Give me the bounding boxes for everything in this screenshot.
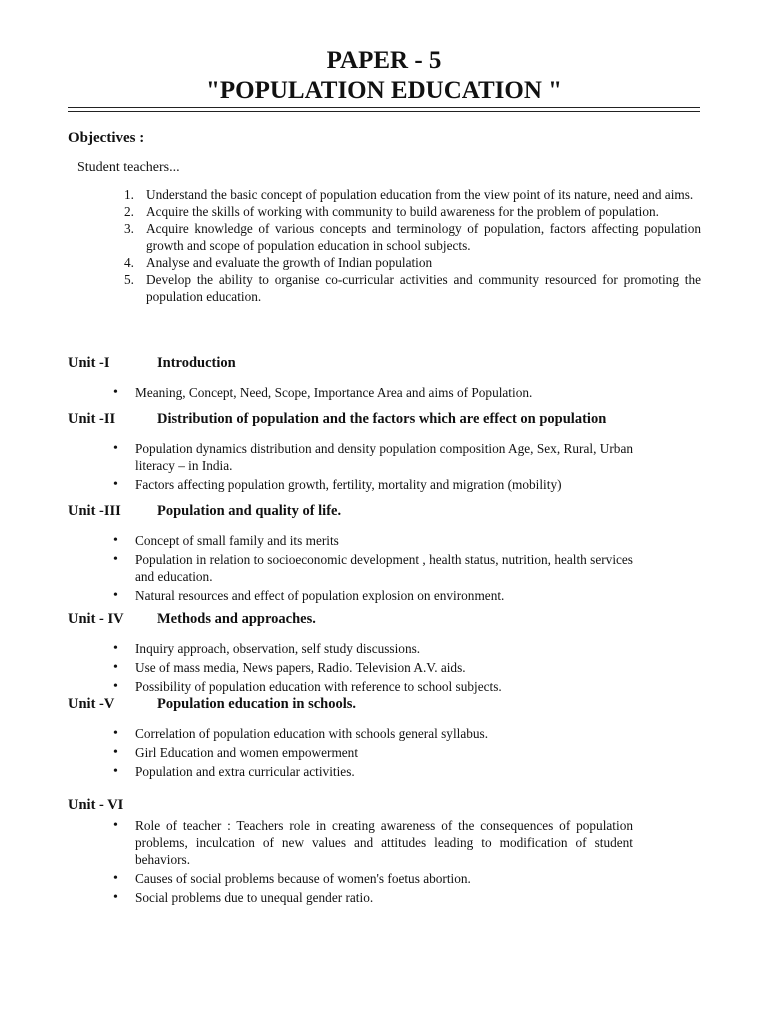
title-divider [68, 107, 700, 112]
list-item: • Meaning, Concept, Need, Scope, Importance Area and aims of Population. [135, 384, 633, 401]
unit-6-points [135, 817, 633, 908]
list-item: • Population and extra curricular activities. [135, 763, 633, 780]
subject-title: "POPULATION EDUCATION " [205, 77, 563, 104]
objective-item: 2. Acquire the skills of working with community to build awareness for the problem of population. [124, 204, 659, 219]
objective-item: 3. Acquire knowledge of various concepts and terminology of population, factors affecting population growth and scope of population education in school subjects. [124, 221, 701, 253]
unit-title: Population education in schools. [157, 696, 357, 712]
unit-3-points [135, 532, 633, 606]
unit-title: Methods and approaches. [157, 611, 316, 627]
paper-title: PAPER - 5 [326, 47, 442, 74]
unit-1-points [135, 384, 633, 403]
unit-label: Unit -III [68, 503, 121, 519]
unit-4-points [135, 640, 633, 697]
unit-title: Distribution of population and the factors which are effect on population [157, 411, 607, 427]
list-item: • Use of mass media, News papers, Radio. Television A.V. aids. [135, 659, 633, 676]
list-item: • Social problems due to unequal gender ratio. [135, 889, 633, 906]
list-item: • Correlation of population education with schools general syllabus. [135, 725, 633, 742]
list-item: • Inquiry approach, observation, self study discussions. [135, 640, 633, 657]
list-item: • Population dynamics distribution and density population composition Age, Sex, Rural, Urban literacy – in India. [135, 440, 633, 474]
objective-item: 1. Understand the basic concept of population education from the view point of its nature, need and aims. [124, 187, 694, 202]
unit-5-points [135, 725, 633, 782]
objectives-heading: Objectives : [68, 130, 145, 146]
unit-title: Population and quality of life. [157, 503, 342, 519]
unit-label: Unit - VI [68, 797, 124, 813]
unit-2-points [135, 440, 633, 495]
list-item: • Population in relation to socioeconomic development , health status, nutrition, health services and education. [135, 551, 633, 585]
list-item: • Girl Education and women empowerment [135, 744, 633, 761]
list-item: • Concept of small family and its merits [135, 532, 633, 549]
unit-label: Unit -I [68, 355, 110, 371]
objectives-intro: Student teachers... [77, 160, 180, 175]
list-item: • Possibility of population education with reference to school subjects. [135, 678, 633, 695]
unit-label: Unit -II [68, 411, 116, 427]
unit-label: Unit -V [68, 696, 115, 712]
list-item: • Role of teacher : Teachers role in creating awareness of the consequences of population problems, inculcation of new values and attitudes leading to modification of student behaviors. [135, 817, 633, 868]
objective-item: 4. Analyse and evaluate the growth of Indian population [124, 255, 433, 270]
list-item: • Causes of social problems because of women's foetus abortion. [135, 870, 633, 887]
list-item: • Factors affecting population growth, fertility, mortality and migration (mobility) [135, 476, 633, 493]
unit-title: Introduction [157, 355, 236, 371]
objectives-list [124, 186, 701, 305]
objective-item: 5. Develop the ability to organise co-curricular activities and community resourced for promoting the population education. [124, 272, 701, 304]
list-item: • Natural resources and effect of population explosion on environment. [135, 587, 633, 604]
unit-label: Unit - IV [68, 611, 124, 627]
